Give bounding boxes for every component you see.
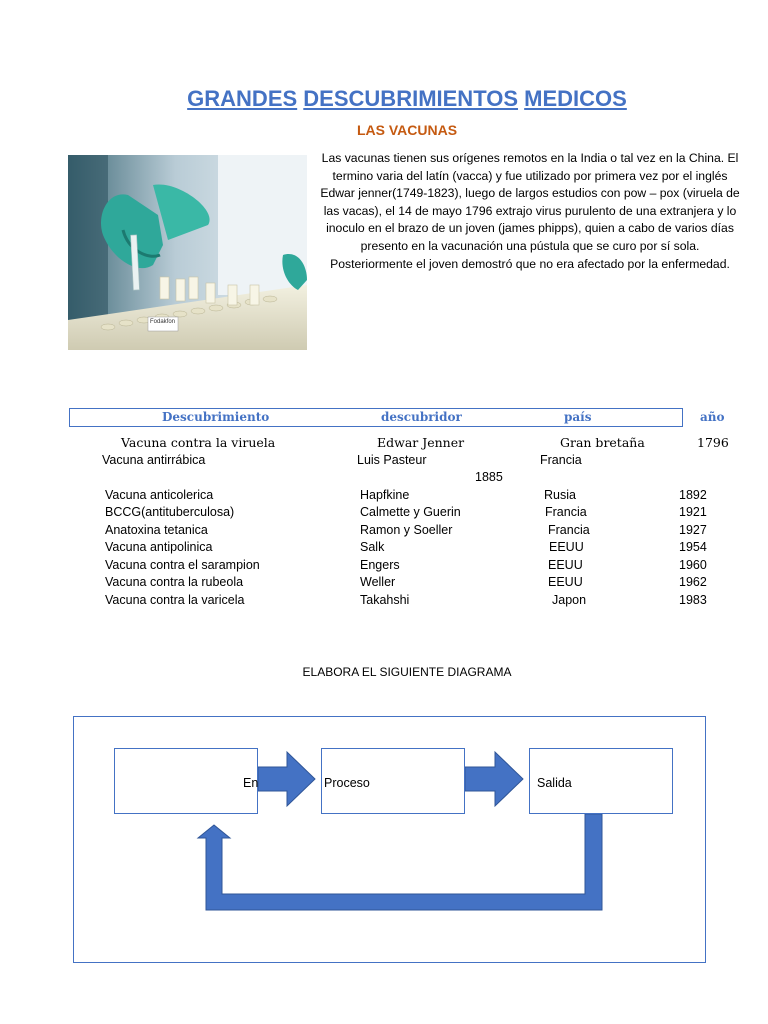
table-cell: EEUU bbox=[548, 558, 583, 572]
table-cell: Vacuna contra el sarampion bbox=[105, 558, 260, 572]
table-cell: Rusia bbox=[544, 488, 576, 502]
diagram-title: ELABORA EL SIGUIENTE DIAGRAMA bbox=[302, 665, 512, 679]
table-cell: EEUU bbox=[549, 540, 584, 554]
vial-label-text: Fodakfon bbox=[150, 319, 176, 325]
table-cell: Calmette y Guerin bbox=[360, 505, 461, 519]
title-word-1: GRANDES bbox=[187, 86, 298, 111]
table-cell: 1954 bbox=[679, 540, 707, 554]
table-cell: Vacuna contra la viruela bbox=[121, 435, 276, 450]
table-cell: 1885 bbox=[475, 470, 503, 484]
arrow-right-icon bbox=[465, 752, 523, 806]
intro-paragraph: Las vacunas tienen sus orígenes remotos en la India o tal vez en la China. El termino varia del latín (vacca) y fue utilizado por primera vez por el inglés Edwar jenner(1749-1823), luego de largos estudios con pow – pox (viruela de las vacas), el 14 de mayo 1796 extrajo virus purulento de una extranjera y lo inoculo en el brazo de un joven (james phipps), quien a cabo de varios días presento en la vacunación una pústula que se curo por sí sola. Posteriormente el joven demostró que no era afectado por la enfermedad. bbox=[320, 151, 740, 271]
table-cell: Vacuna antirrábica bbox=[102, 453, 206, 467]
table-cell: Francia bbox=[540, 453, 582, 467]
section-subtitle: LAS VACUNAS bbox=[356, 122, 458, 138]
table-cell: Edwar Jenner bbox=[377, 435, 465, 450]
table-cell: Hapfkine bbox=[360, 488, 410, 502]
table-cell: Anatoxina tetanica bbox=[105, 523, 208, 537]
table-cell: Francia bbox=[548, 523, 590, 537]
diagram-box-label: En bbox=[243, 776, 259, 790]
table-cell: Salk bbox=[360, 540, 385, 554]
table-cell: Vacuna contra la rubeola bbox=[105, 575, 244, 589]
feedback-arrow-icon bbox=[198, 814, 602, 910]
table-cell: 1960 bbox=[679, 558, 707, 572]
arrow-right-icon bbox=[258, 752, 315, 806]
header-descubrimiento: Descubrimiento bbox=[162, 410, 270, 424]
table-cell: 1796 bbox=[697, 435, 729, 450]
header-anio: año bbox=[700, 410, 725, 424]
diagram-box-entrada bbox=[114, 748, 258, 814]
title-word-2: DESCUBRIMIENTOS bbox=[303, 86, 519, 111]
table-cell: Francia bbox=[545, 505, 587, 519]
header-descubridor: descubridor bbox=[381, 410, 462, 424]
table-cell: Ramon y Soeller bbox=[360, 523, 453, 537]
diagram-box-label: Salida bbox=[537, 776, 572, 790]
diagram-box-label: Proceso bbox=[324, 776, 370, 790]
table-cell: 1983 bbox=[679, 593, 707, 607]
table-cell: Vacuna anticolerica bbox=[105, 488, 214, 502]
table-cell: Gran bretaña bbox=[560, 435, 645, 450]
diagram-box-salida bbox=[529, 748, 673, 814]
header-pais: país bbox=[564, 410, 592, 424]
title-word-3: MEDICOS bbox=[524, 86, 627, 111]
table-cell: Luis Pasteur bbox=[357, 453, 427, 467]
table-cell: Vacuna contra la varicela bbox=[105, 593, 245, 607]
table-cell: EEUU bbox=[548, 575, 583, 589]
table-cell: Vacuna antipolinica bbox=[105, 540, 213, 554]
table-cell: 1892 bbox=[679, 488, 707, 502]
table-cell: BCCG(antituberculosa) bbox=[105, 505, 235, 519]
table-cell: Japon bbox=[552, 593, 587, 607]
table-cell: 1921 bbox=[679, 505, 707, 519]
table-cell: Weller bbox=[360, 575, 396, 589]
diagram-box-proceso bbox=[321, 748, 465, 814]
table-cell: 1927 bbox=[679, 523, 707, 537]
table-cell: Engers bbox=[360, 558, 400, 572]
table-cell: Takahshi bbox=[360, 593, 410, 607]
table-cell: 1962 bbox=[679, 575, 707, 589]
